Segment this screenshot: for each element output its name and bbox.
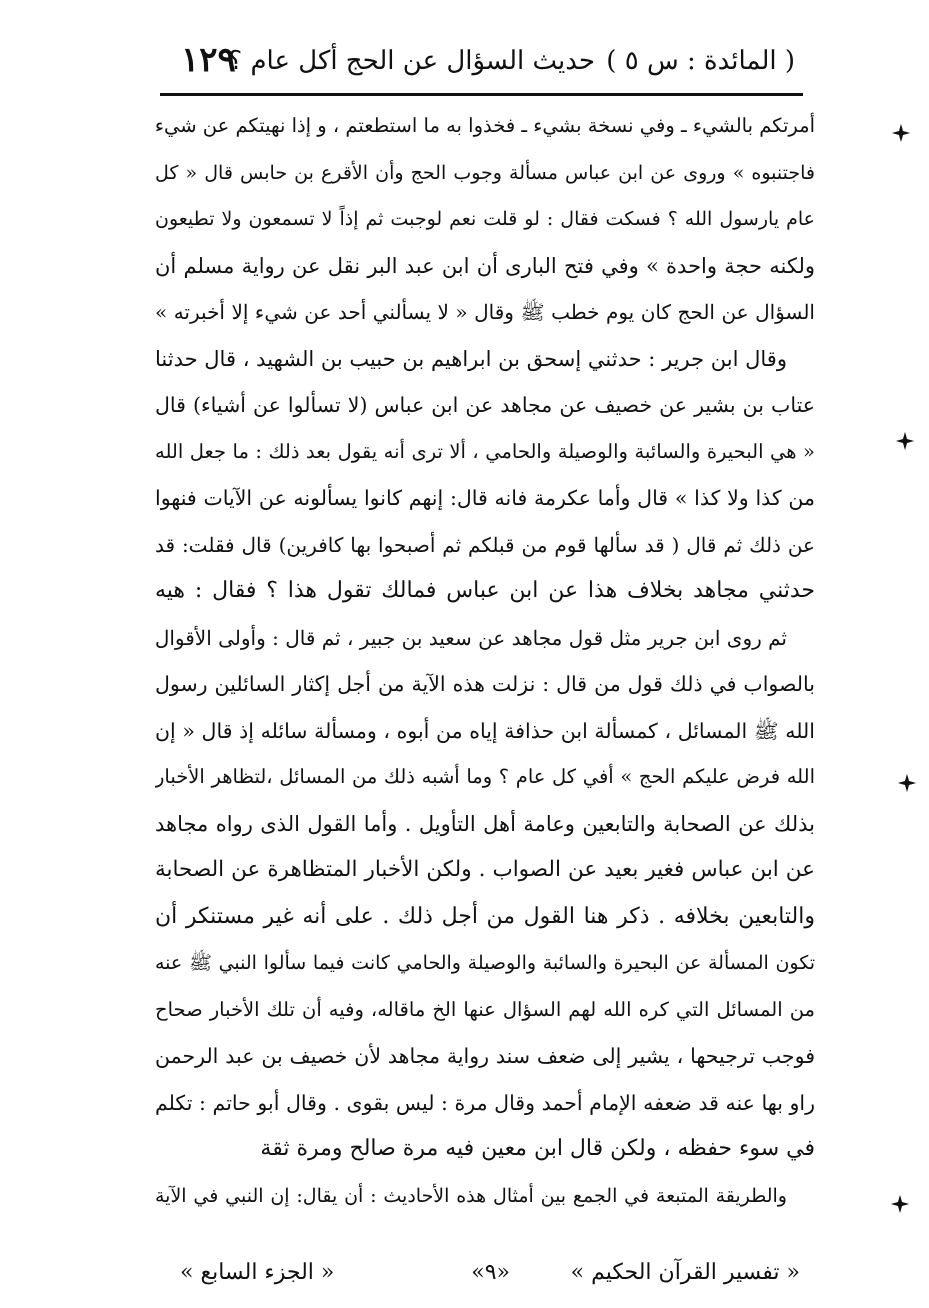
text-line: ولكنه حجة واحدة » وفي فتح البارى أن ابن عبد البر نقل عن رواية مسلم أن	[155, 253, 815, 278]
text-line: من كذا ولا كذا » قال وأما عكرمة فانه قال: إنهم كانوا يسألونه عن الآيات فنهوا	[155, 486, 815, 510]
footer-book-title: « تفسير القرآن الحكيم »	[570, 1260, 800, 1285]
text-line: فوجب ترجيحها ، يشير إلى ضعف سند رواية مجاهد لأن خصيف بن عبد الرحمن	[155, 1044, 815, 1068]
text-line: بذلك عن الصحابة والتابعين وعامة أهل التأويل . وأما القول الذى رواه مجاهد	[155, 811, 815, 836]
text-line: حدثني مجاهد بخلاف هذا عن ابن عباس فمالك تقول هذا ؟ فقال : هيه	[155, 578, 815, 603]
text-line: بالصواب في ذلك قول من قال : نزلت هذه الآية من أجل إكثار السائلين رسول	[155, 672, 815, 696]
text-line: عام يارسول الله ؟ فسكت فقال : لو قلت نعم لوجبت ثم إذاً لا تسمعون ولا تطيعون	[155, 208, 815, 230]
text-line: من المسائل التي كره الله لهم السؤال عنها الخ ماقاله، وفيه أن تلك الأخبار صحاح	[155, 997, 815, 1021]
text-line: عن ابن عباس فغير بعيد عن الصواب . ولكن الأخبار المتظاهرة عن الصحابة	[155, 857, 815, 882]
page-number: ١٢٩	[181, 40, 236, 80]
text-line: الله ﷺ المسائل ، كمسألة ابن حذافة إياه من أبوه ، ومسألة سائله إذ قال « إن	[155, 718, 815, 743]
text-line: الله فرض عليكم الحج » أفي كل عام ؟ وما أشبه ذلك من المسائل ،لتظاهر الأخبار	[155, 765, 815, 788]
text-line: عتاب بن بشير عن خصيف عن مجاهد عن ابن عباس (لا تسألوا عن أشياء) قال	[155, 393, 815, 417]
text-line: فاجتنبوه » وروى عن ابن عباس مسألة وجوب الحج وأن الأقرع بن حابس قال « كل	[155, 161, 815, 184]
text-line: « هي البحيرة والسائبة والوصيلة والحامي ، ألا ترى أنه يقول بعد ذلك : ما جعل الله	[155, 439, 815, 463]
text-line: تكون المسألة عن البحيرة والسائبة والوصيلة والحامي كانت فيما سألوا النبي ﷺ عنه	[155, 952, 815, 974]
text-line: ثم روى ابن جرير مثل قول مجاهد عن سعيد بن جبير ، ثم قال : وأولى الأقوال	[155, 625, 787, 650]
page-footer	[180, 1260, 800, 1296]
text-line: راو بها عنه قد ضعفه الإمام أحمد وقال مرة : ليس بقوى . وقال أبو حاتم : تكلم	[155, 1090, 815, 1115]
header-title: حديث السؤال عن الحج أكل عام ؟	[228, 46, 595, 76]
margin-star-icon	[889, 1193, 911, 1215]
text-line: أمرتكم بالشيء ـ وفي نسخة بشيء ـ فخذوا به ما استطعتم ، و إذا نهيتكم عن شيء	[155, 114, 815, 137]
text-line: عن ذلك ثم قال ( قد سألها قوم من قبلكم ثم أصبحوا بها كافرين) قال فقلت: قد	[155, 532, 815, 557]
text-line: وقال ابن جرير : حدثني إسحق بن ابراهيم بن حبيب بن الشهيد ، قال حدثنا	[155, 346, 787, 371]
body-text	[155, 103, 815, 1219]
text-line: السؤال عن الحج كان يوم خطب ﷺ وقال « لا يسألني أحد عن شيء إلا أخبرته »	[155, 300, 815, 324]
footer-part: « الجزء السابع »	[180, 1260, 335, 1285]
margin-star-icon	[896, 772, 918, 794]
header-rule	[160, 93, 803, 96]
running-header	[175, 40, 795, 90]
footer-signature-number: «٩»	[471, 1260, 510, 1285]
header-surah-reference: ( المائدة : س ٥ )	[606, 46, 795, 76]
text-line: في سوء حفظه ، ولكن قال ابن معين فيه مرة صالح ومرة ثقة	[260, 1136, 815, 1161]
text-line: والتابعين بخلافه . ذكر هنا القول من أجل ذلك . على أنه غير مستنكر أن	[155, 903, 815, 929]
margin-star-icon	[890, 122, 912, 144]
text-line: والطريقة المتبعة في الجمع بين أمثال هذه الأحاديث : أن يقال: إن النبي في الآية	[155, 1184, 787, 1207]
margin-star-icon	[894, 430, 916, 452]
